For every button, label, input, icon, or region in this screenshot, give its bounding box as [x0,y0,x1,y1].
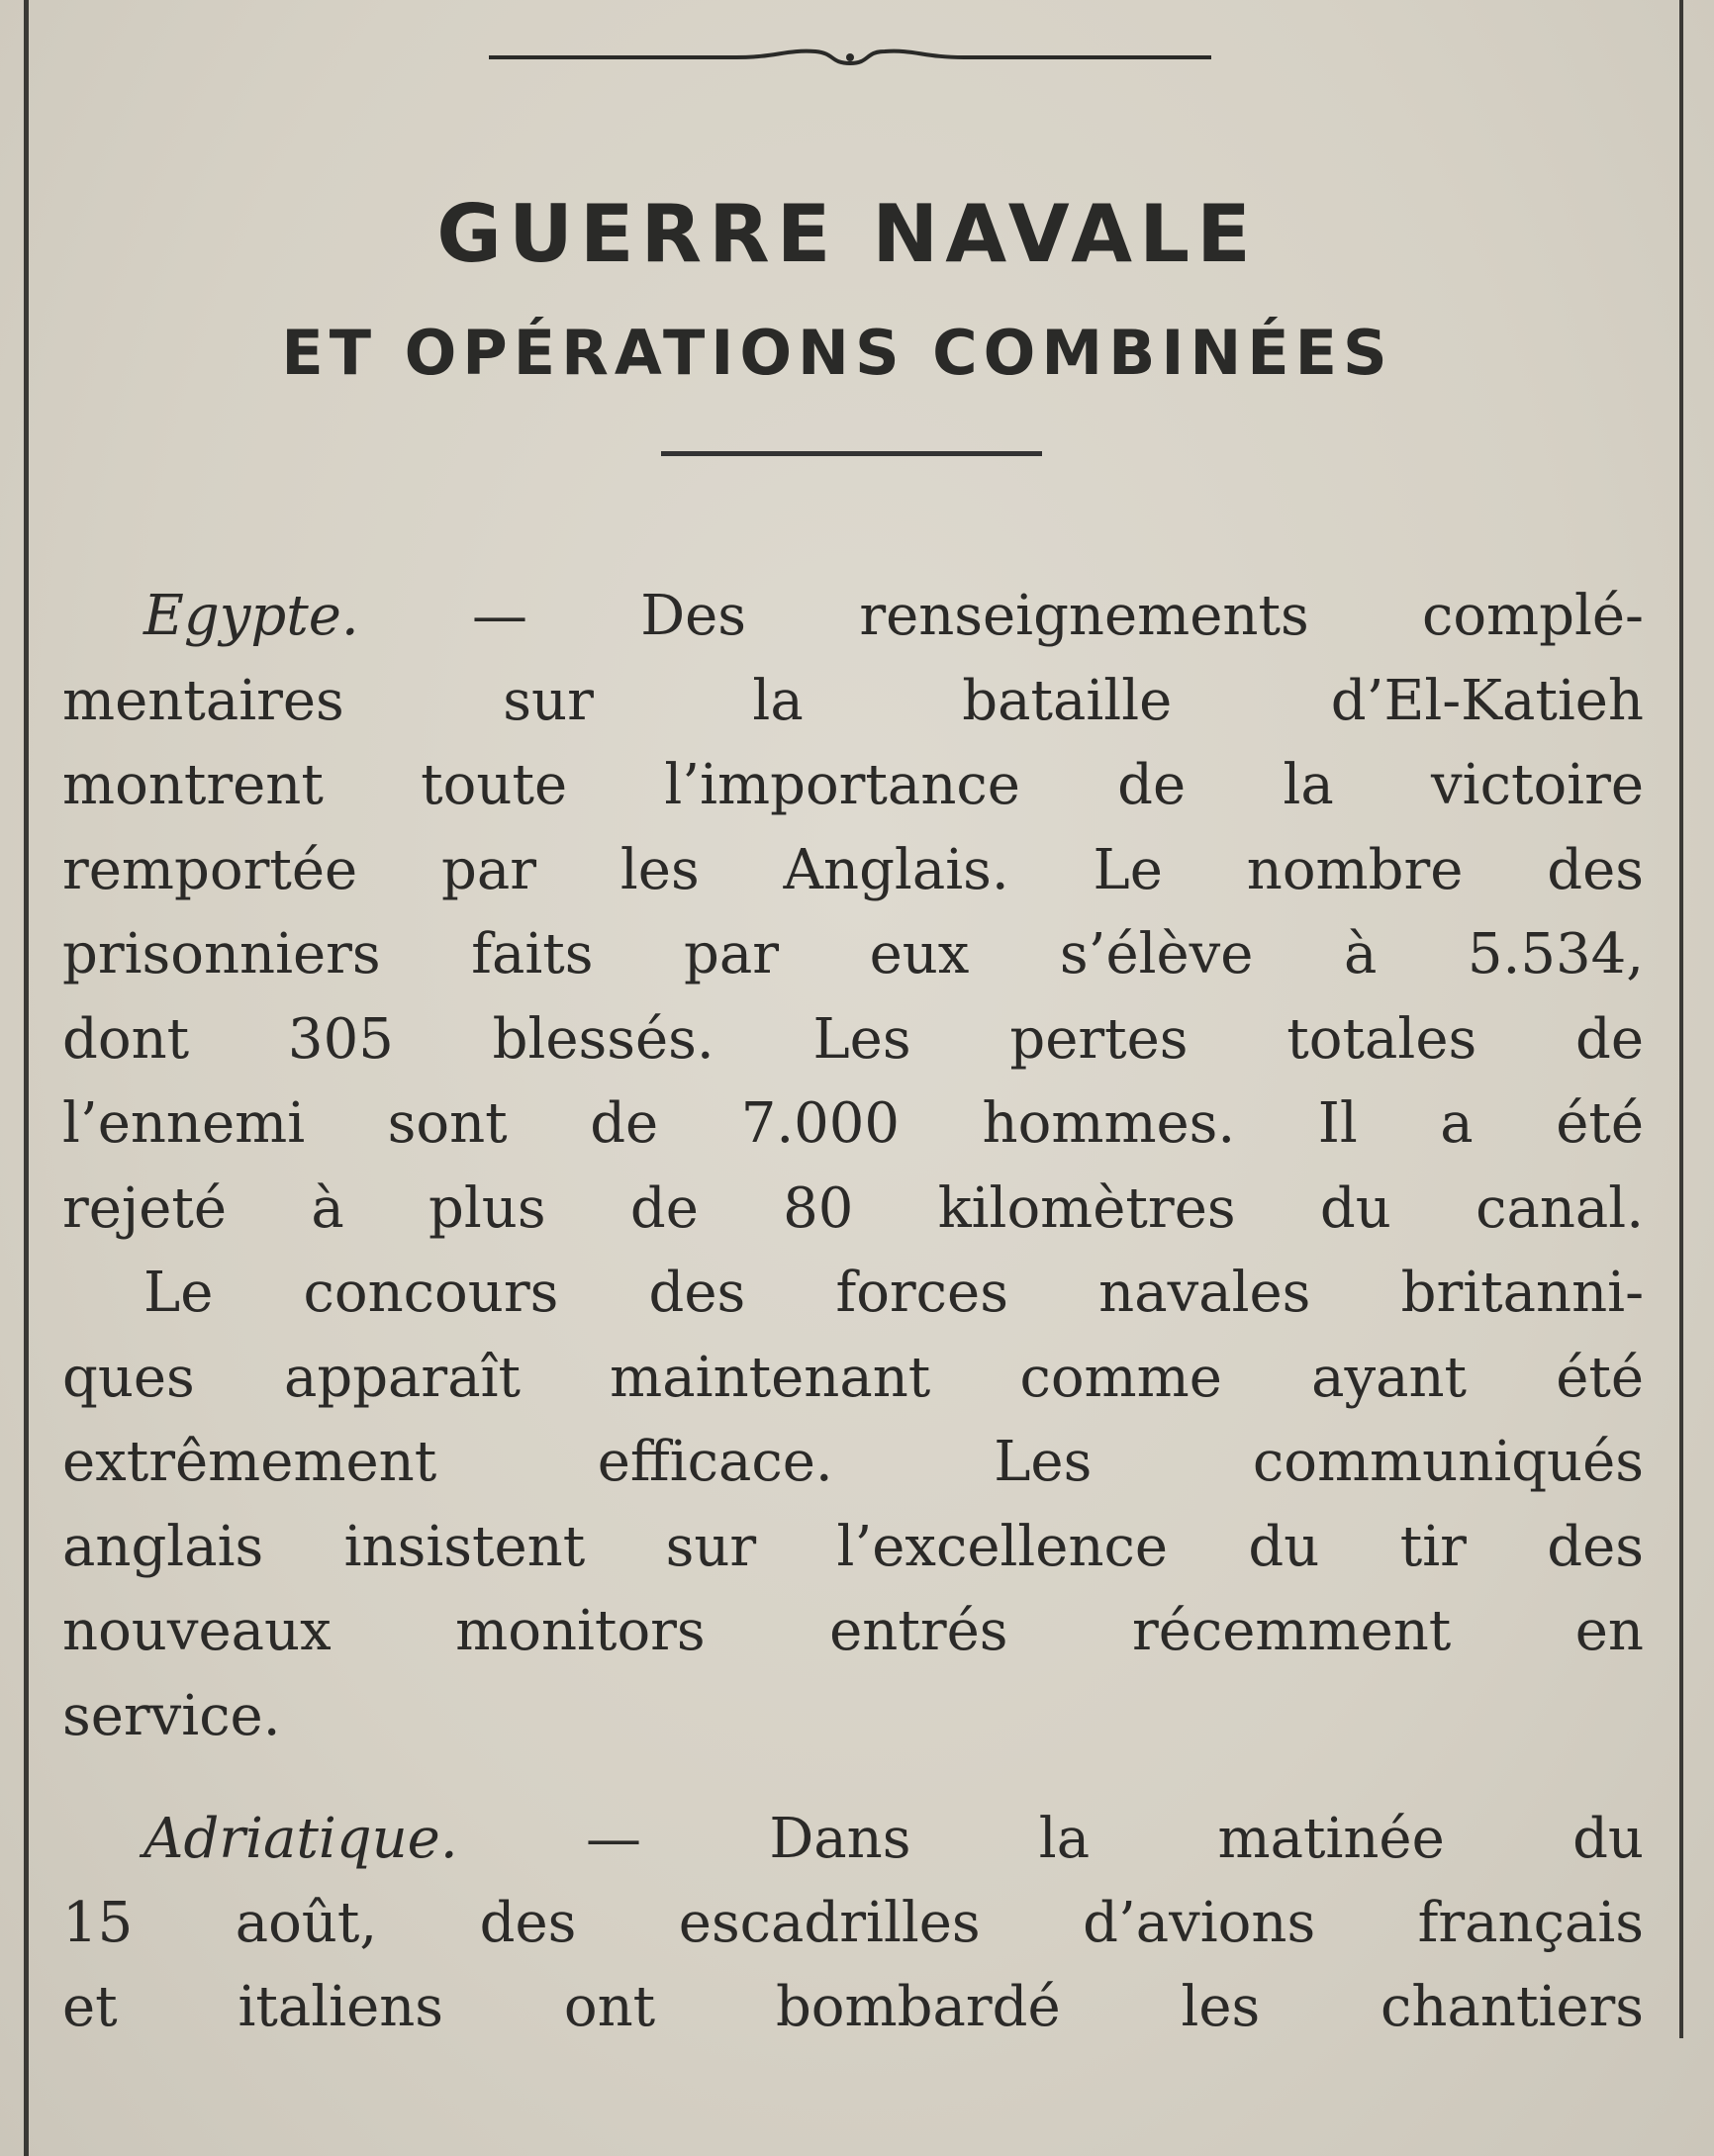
paragraph-line: prisonniers faits par eux s’élève à 5.534, [62,922,1644,986]
short-rule [661,451,1042,456]
paragraph-line: montrent toute l’importance de la victoire [62,753,1644,817]
paragraph-line: 15 août, des escadrilles d’avions français [62,1891,1644,1955]
paragraph-line: mentaires sur la bataille d’El-Katieh [62,669,1644,733]
headline: GUERRE NAVALE [436,188,1258,280]
paragraph-line: extrêmement efficace. Les communiqués [62,1430,1644,1494]
paragraph-line: anglais insistent sur l’excellence du tir des [62,1515,1644,1579]
paragraph-line: Le concours des forces navales britanni- [143,1261,1644,1325]
ornament-divider [489,46,1211,69]
subheadline: ET OPÉRATIONS COMBINÉES [281,317,1393,389]
paragraph-line: nouveaux monitors entrés récemment en [62,1599,1644,1663]
paragraph-line: remportée par les Anglais. Le nombre des [62,838,1644,902]
section-lead-adriatique: Adriatique. [143,1807,458,1871]
paragraph-line: l’ennemi sont de 7.000 hommes. Il a été [62,1091,1644,1156]
paragraph-line: et italiens ont bombardé les chantiers [62,1975,1644,2039]
section-lead-egypte: Egypte. [143,584,359,648]
paragraph-line: Egypte. — Des renseignements complé- [143,584,1644,648]
column-rule-right [1679,0,1683,2038]
paragraph-line: Adriatique. — Dans la matinée du [143,1807,1644,1871]
paragraph-line: dont 305 blessés. Les pertes totales de [62,1007,1644,1072]
paragraph-line: ques apparaît maintenant comme ayant été [62,1346,1644,1410]
paragraph-line: service. [62,1684,281,1748]
paragraph-line: rejeté à plus de 80 kilomètres du canal. [62,1176,1644,1241]
